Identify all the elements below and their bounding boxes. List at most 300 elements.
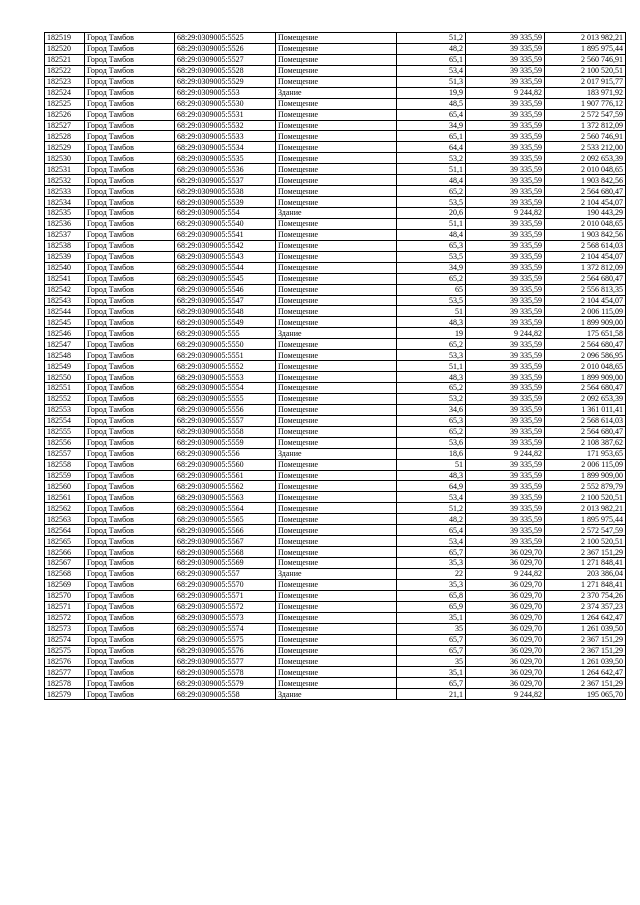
cadastral-number-cell: 68:29:0309005:5541 bbox=[175, 229, 276, 240]
object-type-cell: Помещение bbox=[276, 437, 397, 448]
row-number-cell: 182552 bbox=[45, 393, 85, 404]
table-row bbox=[45, 361, 626, 372]
table-row bbox=[45, 656, 626, 667]
city-cell: Город Тамбов bbox=[85, 328, 175, 339]
city-cell: Город Тамбов bbox=[85, 175, 175, 186]
cadastral-value-cell: 2 013 982,21 bbox=[545, 503, 626, 514]
cadastral-number-cell: 68:29:0309005:5540 bbox=[175, 218, 276, 229]
unit-value-cell: 39 335,59 bbox=[466, 229, 545, 240]
table-row bbox=[45, 120, 626, 131]
area-cell: 48,5 bbox=[397, 98, 466, 109]
object-type-cell: Помещение bbox=[276, 33, 397, 44]
object-type-cell: Помещение bbox=[276, 372, 397, 383]
city-cell: Город Тамбов bbox=[85, 404, 175, 415]
unit-value-cell: 39 335,59 bbox=[466, 361, 545, 372]
area-cell: 35,1 bbox=[397, 667, 466, 678]
cadastral-number-cell: 68:29:0309005:5528 bbox=[175, 65, 276, 76]
object-type-cell: Помещение bbox=[276, 459, 397, 470]
cadastral-value-cell: 2 367 151,29 bbox=[545, 678, 626, 689]
unit-value-cell: 39 335,59 bbox=[466, 295, 545, 306]
row-number-cell: 182571 bbox=[45, 601, 85, 612]
cadastral-value-cell: 2 564 680,47 bbox=[545, 339, 626, 350]
row-number-cell: 182556 bbox=[45, 437, 85, 448]
table-row bbox=[45, 295, 626, 306]
cadastral-value-cell: 2 572 547,59 bbox=[545, 525, 626, 536]
row-number-cell: 182533 bbox=[45, 186, 85, 197]
city-cell: Город Тамбов bbox=[85, 689, 175, 700]
row-number-cell: 182572 bbox=[45, 612, 85, 623]
object-type-cell: Помещение bbox=[276, 273, 397, 284]
city-cell: Город Тамбов bbox=[85, 612, 175, 623]
city-cell: Город Тамбов bbox=[85, 470, 175, 481]
unit-value-cell: 9 244,82 bbox=[466, 448, 545, 459]
cadastral-value-cell: 1 899 909,00 bbox=[545, 470, 626, 481]
row-number-cell: 182551 bbox=[45, 383, 85, 394]
cadastral-value-cell: 2 568 614,03 bbox=[545, 240, 626, 251]
object-type-cell: Помещение bbox=[276, 197, 397, 208]
city-cell: Город Тамбов bbox=[85, 481, 175, 492]
cadastral-number-cell: 68:29:0309005:5539 bbox=[175, 197, 276, 208]
cadastral-value-cell: 2 013 982,21 bbox=[545, 33, 626, 44]
city-cell: Город Тамбов bbox=[85, 437, 175, 448]
cadastral-number-cell: 68:29:0309005:5557 bbox=[175, 415, 276, 426]
city-cell: Город Тамбов bbox=[85, 251, 175, 262]
row-number-cell: 182538 bbox=[45, 240, 85, 251]
city-cell: Город Тамбов bbox=[85, 678, 175, 689]
object-type-cell: Помещение bbox=[276, 229, 397, 240]
unit-value-cell: 39 335,59 bbox=[466, 514, 545, 525]
cadastral-value-cell: 2 568 614,03 bbox=[545, 415, 626, 426]
table-row bbox=[45, 33, 626, 44]
area-cell: 65,2 bbox=[397, 383, 466, 394]
city-cell: Город Тамбов bbox=[85, 262, 175, 273]
object-type-cell: Помещение bbox=[276, 164, 397, 175]
cadastral-value-cell: 2 104 454,07 bbox=[545, 251, 626, 262]
area-cell: 35 bbox=[397, 656, 466, 667]
row-number-cell: 182520 bbox=[45, 43, 85, 54]
row-number-cell: 182541 bbox=[45, 273, 85, 284]
area-cell: 65,1 bbox=[397, 131, 466, 142]
unit-value-cell: 9 244,82 bbox=[466, 208, 545, 219]
city-cell: Город Тамбов bbox=[85, 393, 175, 404]
cadastral-value-cell: 2 010 048,65 bbox=[545, 218, 626, 229]
table-row bbox=[45, 229, 626, 240]
cadastral-number-cell: 68:29:0309005:5538 bbox=[175, 186, 276, 197]
unit-value-cell: 39 335,59 bbox=[466, 383, 545, 394]
cadastral-number-cell: 68:29:0309005:554 bbox=[175, 208, 276, 219]
cadastral-value-cell: 2 096 586,95 bbox=[545, 350, 626, 361]
cadastral-value-cell: 2 092 653,39 bbox=[545, 153, 626, 164]
city-cell: Город Тамбов bbox=[85, 590, 175, 601]
table-row bbox=[45, 43, 626, 54]
row-number-cell: 182561 bbox=[45, 492, 85, 503]
object-type-cell: Помещение bbox=[276, 131, 397, 142]
city-cell: Город Тамбов bbox=[85, 33, 175, 44]
area-cell: 65,2 bbox=[397, 339, 466, 350]
table-row bbox=[45, 393, 626, 404]
cadastral-value-cell: 2 006 115,09 bbox=[545, 459, 626, 470]
table-row bbox=[45, 503, 626, 514]
area-cell: 64,4 bbox=[397, 142, 466, 153]
row-number-cell: 182522 bbox=[45, 65, 85, 76]
object-type-cell: Помещение bbox=[276, 109, 397, 120]
table-row bbox=[45, 273, 626, 284]
area-cell: 53,5 bbox=[397, 251, 466, 262]
object-type-cell: Помещение bbox=[276, 175, 397, 186]
table-row bbox=[45, 98, 626, 109]
table-row bbox=[45, 601, 626, 612]
table-row bbox=[45, 579, 626, 590]
table-row bbox=[45, 415, 626, 426]
cadastral-number-cell: 68:29:0309005:5546 bbox=[175, 284, 276, 295]
cadastral-value-cell: 171 953,65 bbox=[545, 448, 626, 459]
city-cell: Город Тамбов bbox=[85, 142, 175, 153]
table-row bbox=[45, 339, 626, 350]
area-cell: 53,4 bbox=[397, 65, 466, 76]
city-cell: Город Тамбов bbox=[85, 284, 175, 295]
table-body bbox=[45, 33, 626, 700]
cadastral-value-cell: 1 264 642,47 bbox=[545, 612, 626, 623]
object-type-cell: Помещение bbox=[276, 514, 397, 525]
city-cell: Город Тамбов bbox=[85, 98, 175, 109]
unit-value-cell: 39 335,59 bbox=[466, 284, 545, 295]
cadastral-value-cell: 1 264 642,47 bbox=[545, 667, 626, 678]
table-row bbox=[45, 76, 626, 87]
row-number-cell: 182543 bbox=[45, 295, 85, 306]
object-type-cell: Помещение bbox=[276, 426, 397, 437]
cadastral-number-cell: 68:29:0309005:5568 bbox=[175, 547, 276, 558]
object-type-cell: Помещение bbox=[276, 470, 397, 481]
object-type-cell: Помещение bbox=[276, 645, 397, 656]
cadastral-number-cell: 68:29:0309005:5570 bbox=[175, 579, 276, 590]
cadastral-number-cell: 68:29:0309005:5526 bbox=[175, 43, 276, 54]
cadastral-value-cell: 1 903 842,56 bbox=[545, 175, 626, 186]
city-cell: Город Тамбов bbox=[85, 383, 175, 394]
object-type-cell: Помещение bbox=[276, 536, 397, 547]
unit-value-cell: 39 335,59 bbox=[466, 120, 545, 131]
row-number-cell: 182532 bbox=[45, 175, 85, 186]
cadastral-number-cell: 68:29:0309005:5547 bbox=[175, 295, 276, 306]
table-row bbox=[45, 54, 626, 65]
table-row bbox=[45, 240, 626, 251]
object-type-cell: Помещение bbox=[276, 404, 397, 415]
city-cell: Город Тамбов bbox=[85, 634, 175, 645]
cadastral-value-cell: 1 907 776,12 bbox=[545, 98, 626, 109]
cadastral-value-cell: 183 971,92 bbox=[545, 87, 626, 98]
area-cell: 35 bbox=[397, 623, 466, 634]
row-number-cell: 182540 bbox=[45, 262, 85, 273]
city-cell: Город Тамбов bbox=[85, 448, 175, 459]
table-row bbox=[45, 678, 626, 689]
unit-value-cell: 39 335,59 bbox=[466, 54, 545, 65]
table-row bbox=[45, 547, 626, 558]
table-row bbox=[45, 623, 626, 634]
table-row bbox=[45, 492, 626, 503]
row-number-cell: 182562 bbox=[45, 503, 85, 514]
unit-value-cell: 39 335,59 bbox=[466, 65, 545, 76]
object-type-cell: Помещение bbox=[276, 65, 397, 76]
object-type-cell: Помещение bbox=[276, 284, 397, 295]
cadastral-number-cell: 68:29:0309005:5556 bbox=[175, 404, 276, 415]
row-number-cell: 182529 bbox=[45, 142, 85, 153]
cadastral-number-cell: 68:29:0309005:5536 bbox=[175, 164, 276, 175]
cadastral-value-cell: 1 903 842,56 bbox=[545, 229, 626, 240]
cadastral-value-cell: 2 564 680,47 bbox=[545, 186, 626, 197]
cadastral-number-cell: 68:29:0309005:5552 bbox=[175, 361, 276, 372]
table-row bbox=[45, 667, 626, 678]
cadastral-value-cell: 2 108 387,62 bbox=[545, 437, 626, 448]
row-number-cell: 182537 bbox=[45, 229, 85, 240]
cadastral-number-cell: 68:29:0309005:5550 bbox=[175, 339, 276, 350]
cadastral-value-cell: 2 367 151,29 bbox=[545, 645, 626, 656]
cadastral-number-cell: 68:29:0309005:5548 bbox=[175, 306, 276, 317]
row-number-cell: 182576 bbox=[45, 656, 85, 667]
area-cell: 34,6 bbox=[397, 404, 466, 415]
object-type-cell: Помещение bbox=[276, 186, 397, 197]
cadastral-number-cell: 68:29:0309005:5578 bbox=[175, 667, 276, 678]
area-cell: 65,8 bbox=[397, 590, 466, 601]
unit-value-cell: 36 029,70 bbox=[466, 656, 545, 667]
row-number-cell: 182554 bbox=[45, 415, 85, 426]
city-cell: Город Тамбов bbox=[85, 164, 175, 175]
unit-value-cell: 39 335,59 bbox=[466, 372, 545, 383]
row-number-cell: 182530 bbox=[45, 153, 85, 164]
unit-value-cell: 39 335,59 bbox=[466, 76, 545, 87]
cadastral-value-cell: 1 899 909,00 bbox=[545, 372, 626, 383]
row-number-cell: 182550 bbox=[45, 372, 85, 383]
row-number-cell: 182519 bbox=[45, 33, 85, 44]
unit-value-cell: 39 335,59 bbox=[466, 153, 545, 164]
table-row bbox=[45, 350, 626, 361]
table-row bbox=[45, 634, 626, 645]
row-number-cell: 182570 bbox=[45, 590, 85, 601]
object-type-cell: Помещение bbox=[276, 339, 397, 350]
area-cell: 48,2 bbox=[397, 514, 466, 525]
cadastral-value-cell: 2 010 048,65 bbox=[545, 164, 626, 175]
object-type-cell: Помещение bbox=[276, 350, 397, 361]
city-cell: Город Тамбов bbox=[85, 514, 175, 525]
table-row bbox=[45, 142, 626, 153]
area-cell: 48,4 bbox=[397, 175, 466, 186]
city-cell: Город Тамбов bbox=[85, 153, 175, 164]
cadastral-number-cell: 68:29:0309005:5567 bbox=[175, 536, 276, 547]
cadastral-value-cell: 1 895 975,44 bbox=[545, 514, 626, 525]
city-cell: Город Тамбов bbox=[85, 525, 175, 536]
table-row bbox=[45, 536, 626, 547]
cadastral-value-cell: 190 443,29 bbox=[545, 208, 626, 219]
city-cell: Город Тамбов bbox=[85, 306, 175, 317]
city-cell: Город Тамбов bbox=[85, 208, 175, 219]
table-row bbox=[45, 317, 626, 328]
cadastral-number-cell: 68:29:0309005:5571 bbox=[175, 590, 276, 601]
area-cell: 65,7 bbox=[397, 634, 466, 645]
unit-value-cell: 39 335,59 bbox=[466, 164, 545, 175]
object-type-cell: Помещение bbox=[276, 317, 397, 328]
unit-value-cell: 36 029,70 bbox=[466, 547, 545, 558]
row-number-cell: 182555 bbox=[45, 426, 85, 437]
city-cell: Город Тамбов bbox=[85, 361, 175, 372]
unit-value-cell: 39 335,59 bbox=[466, 186, 545, 197]
cadastral-number-cell: 68:29:0309005:5534 bbox=[175, 142, 276, 153]
object-type-cell: Помещение bbox=[276, 547, 397, 558]
object-type-cell: Помещение bbox=[276, 612, 397, 623]
cadastral-value-table bbox=[44, 32, 626, 700]
city-cell: Город Тамбов bbox=[85, 568, 175, 579]
object-type-cell: Здание bbox=[276, 87, 397, 98]
unit-value-cell: 39 335,59 bbox=[466, 109, 545, 120]
cadastral-number-cell: 68:29:0309005:5566 bbox=[175, 525, 276, 536]
area-cell: 51 bbox=[397, 459, 466, 470]
cadastral-number-cell: 68:29:0309005:5575 bbox=[175, 634, 276, 645]
object-type-cell: Помещение bbox=[276, 306, 397, 317]
cadastral-number-cell: 68:29:0309005:5577 bbox=[175, 656, 276, 667]
area-cell: 51 bbox=[397, 306, 466, 317]
area-cell: 35,3 bbox=[397, 558, 466, 569]
table-row bbox=[45, 372, 626, 383]
cadastral-value-cell: 1 271 848,41 bbox=[545, 558, 626, 569]
row-number-cell: 182578 bbox=[45, 678, 85, 689]
area-cell: 53,4 bbox=[397, 492, 466, 503]
row-number-cell: 182559 bbox=[45, 470, 85, 481]
table-row bbox=[45, 131, 626, 142]
unit-value-cell: 36 029,70 bbox=[466, 590, 545, 601]
area-cell: 20,6 bbox=[397, 208, 466, 219]
table-row bbox=[45, 645, 626, 656]
unit-value-cell: 9 244,82 bbox=[466, 87, 545, 98]
unit-value-cell: 9 244,82 bbox=[466, 689, 545, 700]
table-row bbox=[45, 87, 626, 98]
cadastral-value-cell: 195 065,70 bbox=[545, 689, 626, 700]
unit-value-cell: 39 335,59 bbox=[466, 142, 545, 153]
cadastral-number-cell: 68:29:0309005:5542 bbox=[175, 240, 276, 251]
row-number-cell: 182546 bbox=[45, 328, 85, 339]
table-row bbox=[45, 251, 626, 262]
object-type-cell: Помещение bbox=[276, 601, 397, 612]
cadastral-number-cell: 68:29:0309005:5549 bbox=[175, 317, 276, 328]
row-number-cell: 182558 bbox=[45, 459, 85, 470]
row-number-cell: 182567 bbox=[45, 558, 85, 569]
area-cell: 21,1 bbox=[397, 689, 466, 700]
cadastral-value-cell: 2 104 454,07 bbox=[545, 295, 626, 306]
area-cell: 65,7 bbox=[397, 547, 466, 558]
object-type-cell: Помещение bbox=[276, 492, 397, 503]
table-row bbox=[45, 383, 626, 394]
object-type-cell: Здание bbox=[276, 568, 397, 579]
table-row bbox=[45, 558, 626, 569]
object-type-cell: Помещение bbox=[276, 579, 397, 590]
cadastral-value-cell: 2 560 746,91 bbox=[545, 54, 626, 65]
city-cell: Город Тамбов bbox=[85, 415, 175, 426]
cadastral-value-cell: 2 370 754,26 bbox=[545, 590, 626, 601]
area-cell: 19,9 bbox=[397, 87, 466, 98]
city-cell: Город Тамбов bbox=[85, 503, 175, 514]
unit-value-cell: 39 335,59 bbox=[466, 415, 545, 426]
table-row bbox=[45, 175, 626, 186]
cadastral-value-cell: 2 374 357,23 bbox=[545, 601, 626, 612]
area-cell: 51,1 bbox=[397, 361, 466, 372]
object-type-cell: Помещение bbox=[276, 120, 397, 131]
unit-value-cell: 36 029,70 bbox=[466, 645, 545, 656]
table-row bbox=[45, 208, 626, 219]
unit-value-cell: 39 335,59 bbox=[466, 536, 545, 547]
row-number-cell: 182565 bbox=[45, 536, 85, 547]
area-cell: 53,2 bbox=[397, 153, 466, 164]
cadastral-number-cell: 68:29:0309005:5531 bbox=[175, 109, 276, 120]
cadastral-number-cell: 68:29:0309005:5554 bbox=[175, 383, 276, 394]
unit-value-cell: 9 244,82 bbox=[466, 568, 545, 579]
cadastral-number-cell: 68:29:0309005:5555 bbox=[175, 393, 276, 404]
unit-value-cell: 39 335,59 bbox=[466, 98, 545, 109]
city-cell: Город Тамбов bbox=[85, 667, 175, 678]
cadastral-value-cell: 2 572 547,59 bbox=[545, 109, 626, 120]
row-number-cell: 182527 bbox=[45, 120, 85, 131]
table-row bbox=[45, 153, 626, 164]
cadastral-value-cell: 2 100 520,51 bbox=[545, 536, 626, 547]
unit-value-cell: 39 335,59 bbox=[466, 262, 545, 273]
table-row bbox=[45, 514, 626, 525]
city-cell: Город Тамбов bbox=[85, 372, 175, 383]
cadastral-number-cell: 68:29:0309005:5543 bbox=[175, 251, 276, 262]
unit-value-cell: 36 029,70 bbox=[466, 634, 545, 645]
area-cell: 64,9 bbox=[397, 481, 466, 492]
row-number-cell: 182563 bbox=[45, 514, 85, 525]
unit-value-cell: 39 335,59 bbox=[466, 273, 545, 284]
city-cell: Город Тамбов bbox=[85, 350, 175, 361]
object-type-cell: Помещение bbox=[276, 678, 397, 689]
cadastral-value-cell: 2 092 653,39 bbox=[545, 393, 626, 404]
cadastral-number-cell: 68:29:0309005:5561 bbox=[175, 470, 276, 481]
unit-value-cell: 39 335,59 bbox=[466, 350, 545, 361]
area-cell: 65 bbox=[397, 284, 466, 295]
area-cell: 65,7 bbox=[397, 645, 466, 656]
cadastral-value-cell: 1 372 812,09 bbox=[545, 262, 626, 273]
area-cell: 65,3 bbox=[397, 415, 466, 426]
row-number-cell: 182536 bbox=[45, 218, 85, 229]
object-type-cell: Помещение bbox=[276, 142, 397, 153]
object-type-cell: Помещение bbox=[276, 415, 397, 426]
unit-value-cell: 39 335,59 bbox=[466, 481, 545, 492]
cadastral-value-cell: 1 372 812,09 bbox=[545, 120, 626, 131]
row-number-cell: 182542 bbox=[45, 284, 85, 295]
object-type-cell: Помещение bbox=[276, 240, 397, 251]
unit-value-cell: 39 335,59 bbox=[466, 306, 545, 317]
city-cell: Город Тамбов bbox=[85, 492, 175, 503]
row-number-cell: 182557 bbox=[45, 448, 85, 459]
unit-value-cell: 36 029,70 bbox=[466, 558, 545, 569]
area-cell: 53,5 bbox=[397, 295, 466, 306]
object-type-cell: Помещение bbox=[276, 656, 397, 667]
cadastral-number-cell: 68:29:0309005:5563 bbox=[175, 492, 276, 503]
table-row bbox=[45, 470, 626, 481]
unit-value-cell: 36 029,70 bbox=[466, 667, 545, 678]
cadastral-value-cell: 1 271 848,41 bbox=[545, 579, 626, 590]
row-number-cell: 182564 bbox=[45, 525, 85, 536]
row-number-cell: 182579 bbox=[45, 689, 85, 700]
cadastral-number-cell: 68:29:0309005:5553 bbox=[175, 372, 276, 383]
area-cell: 48,3 bbox=[397, 372, 466, 383]
city-cell: Город Тамбов bbox=[85, 240, 175, 251]
cadastral-value-cell: 2 560 746,91 bbox=[545, 131, 626, 142]
unit-value-cell: 39 335,59 bbox=[466, 175, 545, 186]
unit-value-cell: 39 335,59 bbox=[466, 404, 545, 415]
city-cell: Город Тамбов bbox=[85, 131, 175, 142]
row-number-cell: 182577 bbox=[45, 667, 85, 678]
row-number-cell: 182539 bbox=[45, 251, 85, 262]
cadastral-value-cell: 2 017 915,77 bbox=[545, 76, 626, 87]
cadastral-value-cell: 175 651,58 bbox=[545, 328, 626, 339]
table-row bbox=[45, 612, 626, 623]
city-cell: Город Тамбов bbox=[85, 656, 175, 667]
